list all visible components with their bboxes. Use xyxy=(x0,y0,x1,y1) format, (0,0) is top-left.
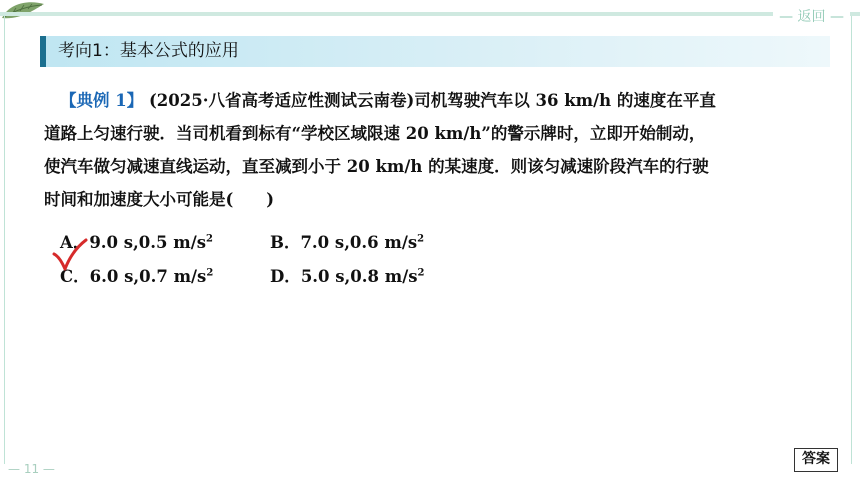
frame-left-border xyxy=(4,16,5,464)
question-line-1 xyxy=(44,84,828,117)
answer-button[interactable]: 答案 xyxy=(794,448,838,472)
section-title: 考向1：基本公式的应用 xyxy=(58,41,239,61)
option-d-sup: 2 xyxy=(417,267,425,279)
option-c-sup: 2 xyxy=(206,267,214,279)
option-a-letter: A． xyxy=(60,233,90,252)
option-b-text: 7.0 s,0.6 m/s xyxy=(300,233,418,252)
option-d-letter: D． xyxy=(270,267,301,286)
question-text xyxy=(44,84,828,216)
back-button[interactable]: — 返回 — xyxy=(773,7,850,27)
checkmark-icon xyxy=(52,238,88,272)
leaf-icon xyxy=(0,0,46,22)
question-line-3: 使汽车做匀减速直线运动，直至减到小于 20 km/h 的某速度．则该匀减速阶段汽车的行驶 xyxy=(44,157,709,176)
back-label: 返回 xyxy=(797,9,826,25)
option-b[interactable] xyxy=(270,229,424,253)
page-number: — 11 — xyxy=(8,462,55,476)
option-c-letter: C． xyxy=(60,267,90,286)
top-rule xyxy=(0,12,860,16)
question-line-4: 时间和加速度大小可能是( ) xyxy=(44,190,275,209)
option-a-sup: 2 xyxy=(206,233,213,245)
section-accent-bar xyxy=(40,36,46,67)
option-a-text: 9.0 s,0.5 m/s xyxy=(89,233,207,252)
question-line-1-text: (2025·八省高考适应性测试云南卷)司机驾驶汽车以 36 km/h 的速度在平直 xyxy=(148,91,716,110)
option-d-text: 5.0 s,0.8 m/s xyxy=(300,267,418,286)
option-b-letter: B． xyxy=(270,233,301,252)
example-label: 【典例 1】 xyxy=(60,91,144,110)
question-line-2: 道路上匀速行驶．当司机看到标有“学校区域限速 20 km/h”的警示牌时，立即开始制动， xyxy=(44,124,706,143)
option-b-sup: 2 xyxy=(417,233,425,245)
section-header xyxy=(40,36,830,67)
option-c-text: 6.0 s,0.7 m/s xyxy=(89,267,207,286)
frame-right-border xyxy=(851,16,852,464)
option-d[interactable] xyxy=(270,263,425,287)
